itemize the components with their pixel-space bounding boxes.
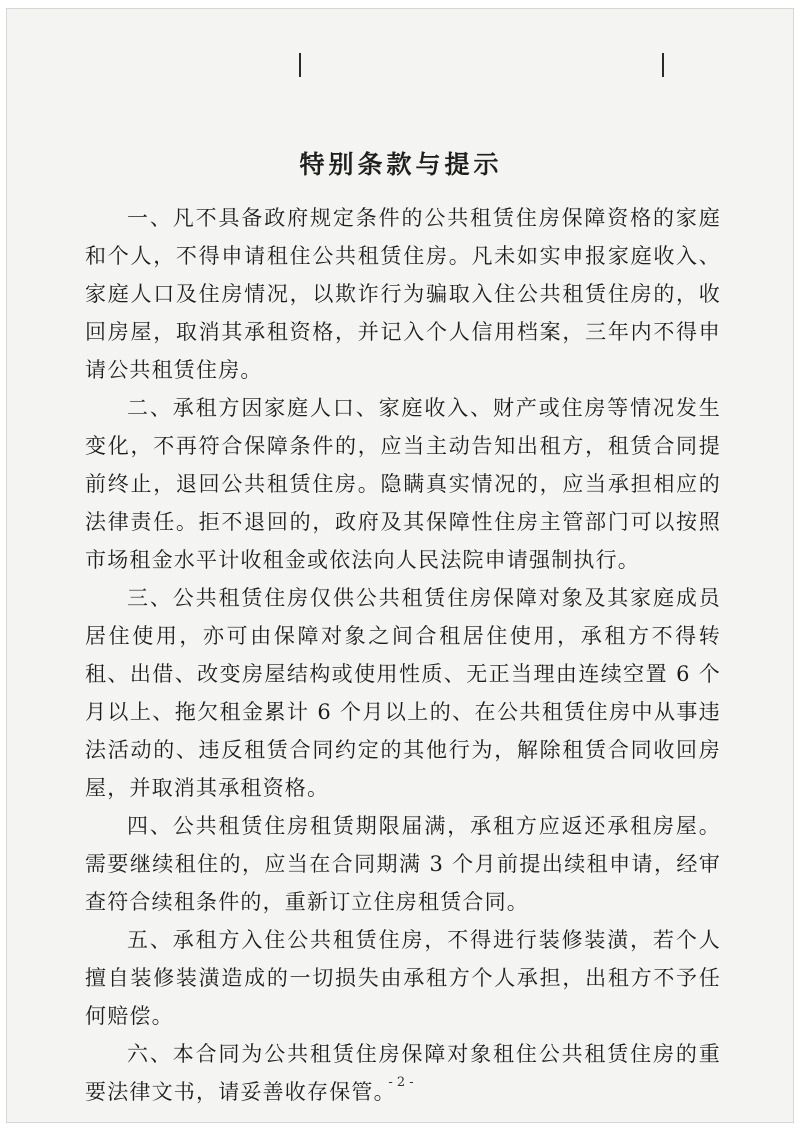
document-title: 特别条款与提示 (299, 150, 503, 179)
clause-1: 一、凡不具备政府规定条件的公共租赁住房保障资格的家庭和个人，不得申请租住公共租赁住房。凡未如实申报家庭收入、家庭人口及住房情况，以欺诈行为骗取入住公共租赁住房的，收回房屋，取消其承租资格，并记入个人信用档案，三年内不得申请公共租赁住房。 (85, 206, 721, 382)
clause-5: 五、承租方入住公共租赁住房，不得进行装修装潢，若个人擅自装修装潢造成的一切损失由承租方个人承担，出租方不予任何赔偿。 (85, 928, 721, 1028)
binding-mark-right (662, 53, 664, 77)
binding-mark-left (299, 53, 301, 77)
page-number: - 2 - (388, 1075, 414, 1090)
clauses-body (85, 199, 721, 1111)
clause-3: 三、公共租赁住房仅供公共租赁住房保障对象及其家庭成员居住使用，亦可由保障对象之间合租居住使用，承租方不得转租、出借、改变房屋结构或使用性质、无正当理由连续空置 6 个月以上、拖欠租金累计 6 个月以上的、在公共租赁住房中从事违法活动的、违反租赁合同约定的其他行为，解除租赁合同收回房屋，并取消其承租资格。 (85, 586, 721, 800)
document-page (6, 8, 794, 1123)
clause-6: 六、本合同为公共租赁住房保障对象租住公共租赁住房的重要法律文书，请妥善收存保管。 (85, 1042, 721, 1104)
clause-2: 二、承租方因家庭人口、家庭收入、财产或住房等情况发生变化，不再符合保障条件的，应当主动告知出租方，租赁合同提前终止，退回公共租赁住房。隐瞒真实情况的，应当承担相应的法律责任。拒不退回的，政府及其保障性住房主管部门可以按照市场租金水平计收租金或依法向人民法院申请强制执行。 (85, 396, 721, 572)
clause-4: 四、公共租赁住房租赁期限届满，承租方应返还承租房屋。需要继续租住的，应当在合同期满 3 个月前提出续租申请，经审查符合续租条件的，重新订立住房租赁合同。 (85, 814, 721, 914)
